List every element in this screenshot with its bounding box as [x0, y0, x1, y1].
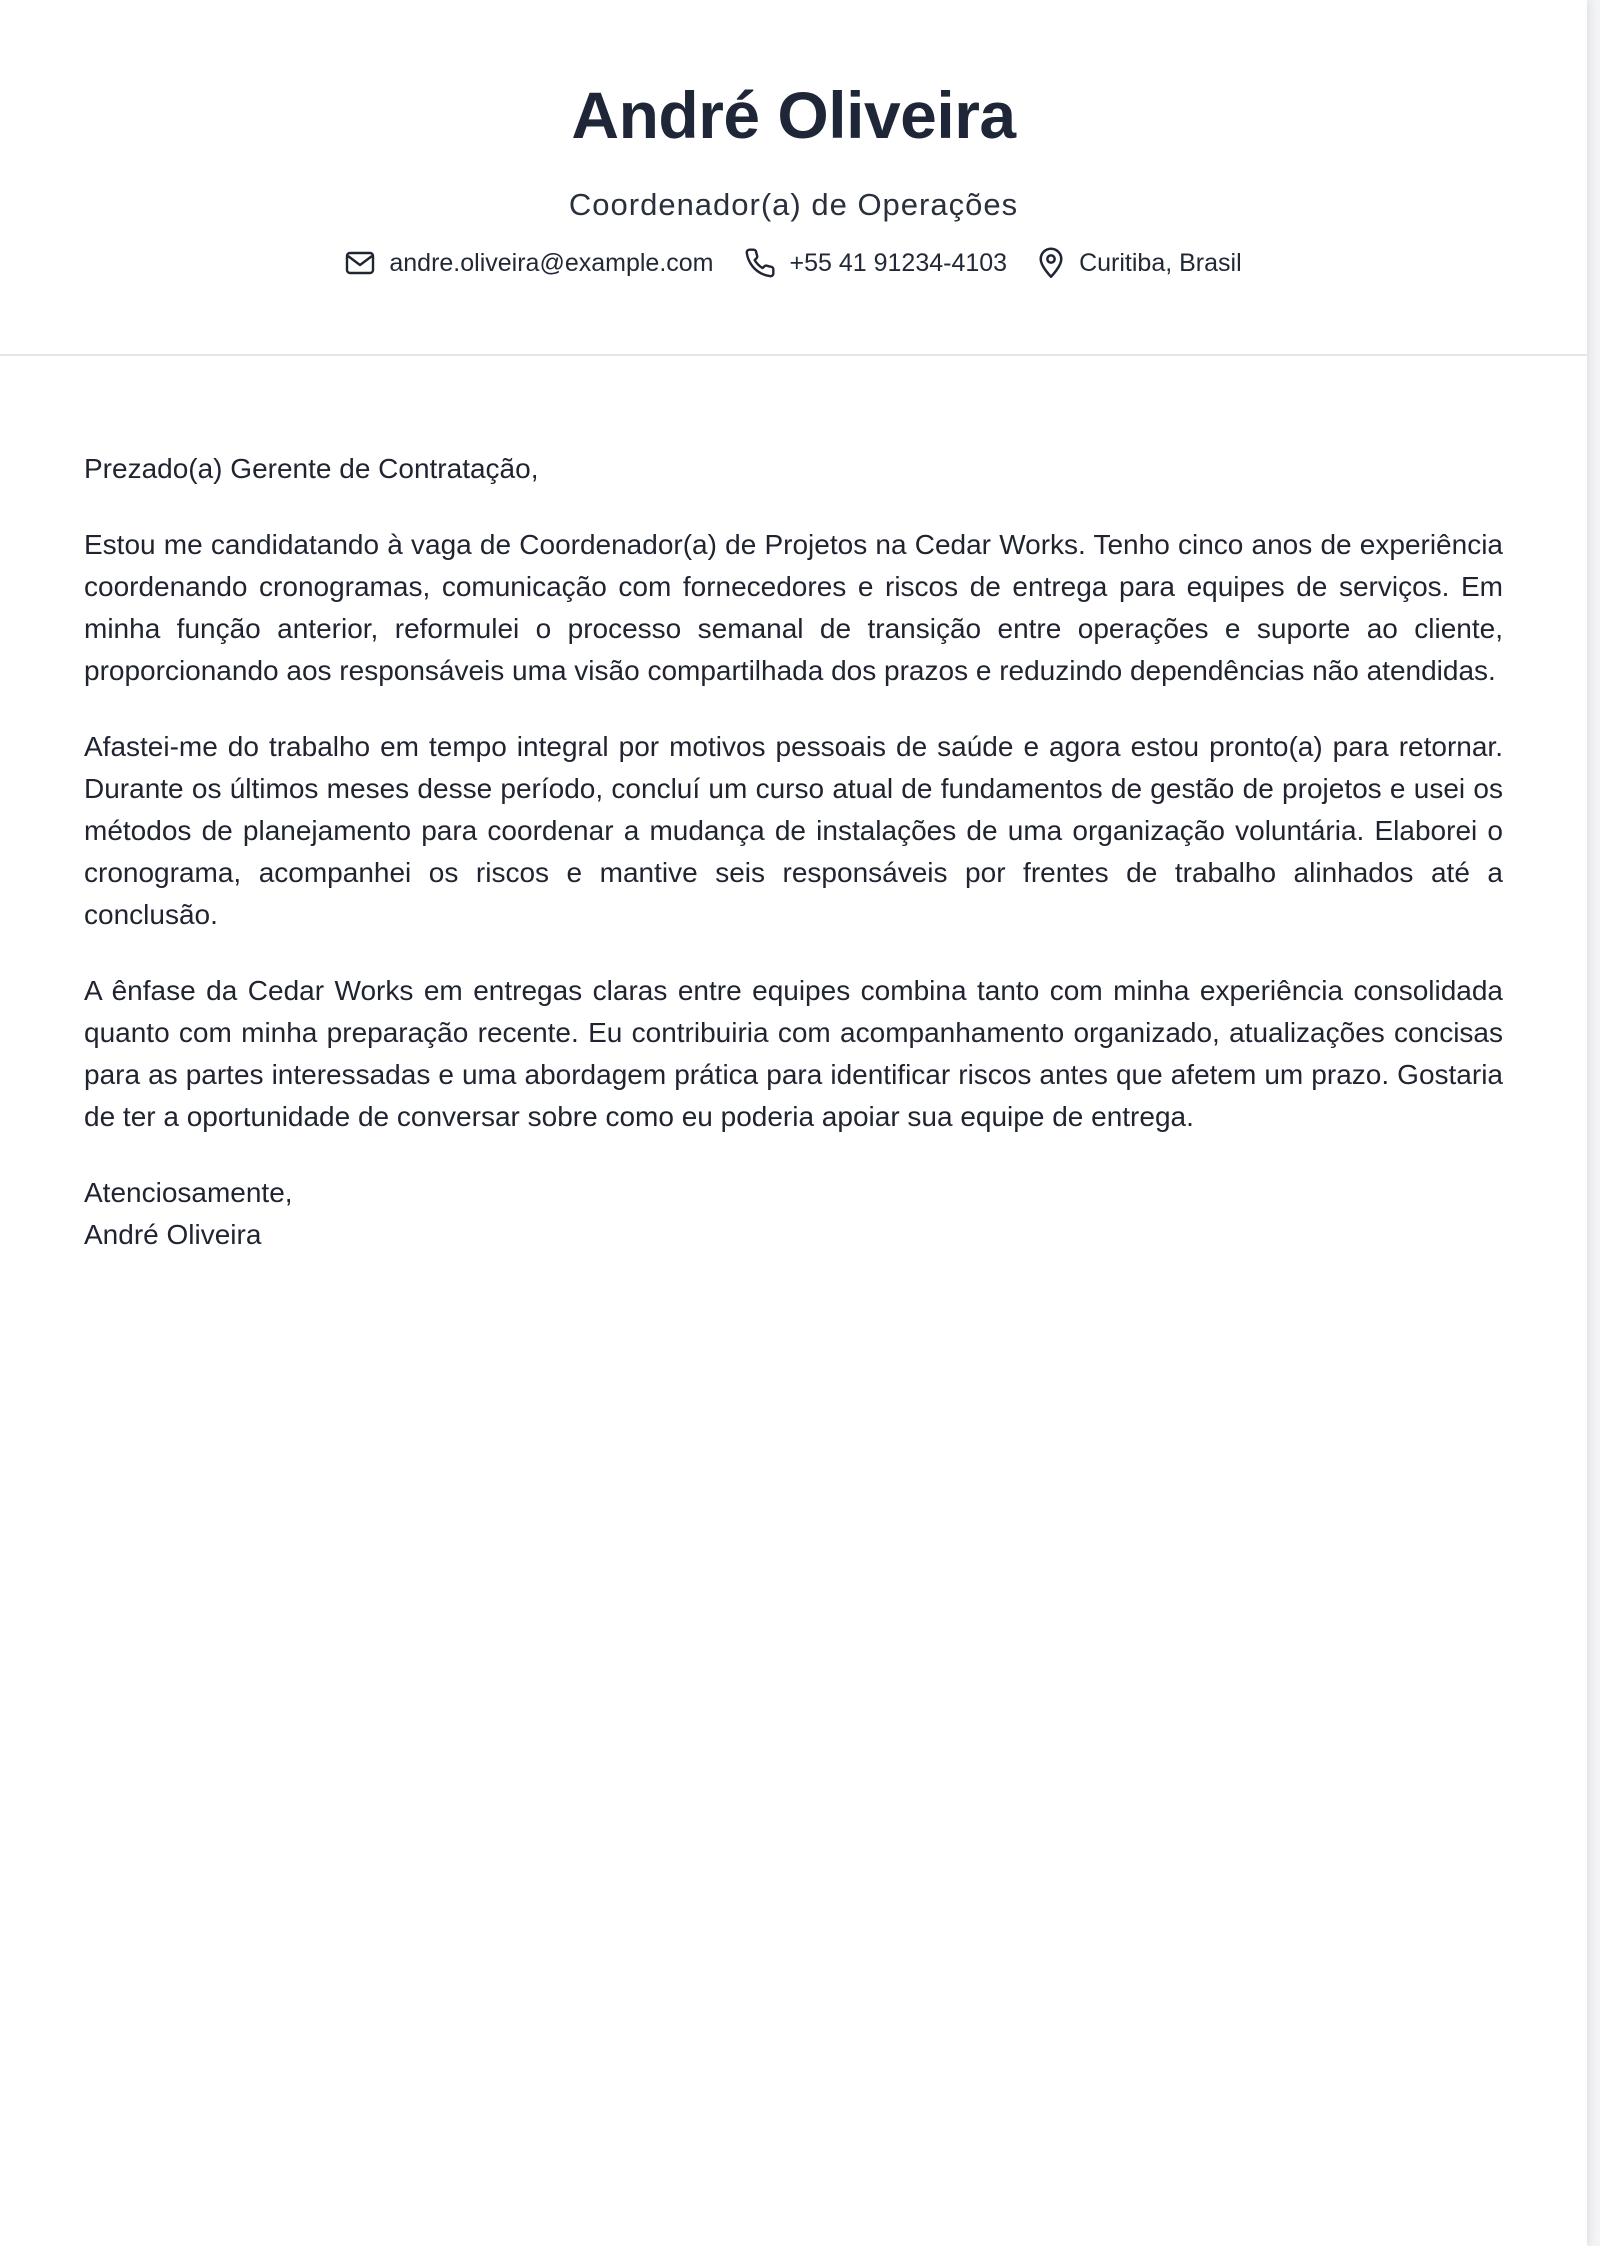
applicant-name: André Oliveira	[571, 78, 1016, 152]
contact-phone	[744, 247, 1008, 279]
letter-header	[0, 0, 1587, 356]
contact-email	[345, 249, 713, 278]
letter-greeting: Prezado(a) Gerente de Contratação,	[84, 453, 539, 484]
contact-info	[0, 247, 1587, 279]
letter-signature: André Oliveira	[84, 1219, 262, 1250]
phone-icon	[744, 247, 776, 279]
contact-location	[1037, 247, 1242, 279]
email-text[interactable]: andre.oliveira@example.com	[389, 248, 714, 277]
letter-signoff	[84, 1172, 1503, 1256]
mail-icon	[345, 250, 375, 276]
letter-closing: Atenciosamente,	[84, 1177, 293, 1208]
applicant-role: Coordenador(a) de Operações	[568, 187, 1019, 222]
letter-paragraph-1: Estou me candidatando à vaga de Coordenador(a) de Projetos na Cedar Works. Tenho cinco anos de experiência coordenando cronogramas, comunicação com fornecedores e riscos de entrega para equipes de serviços. Em minha função anterior, reformulei o processo semanal de transição entre operações e suporte ao cliente, proporcionando aos responsáveis uma visão compartilhada dos prazos e reduzindo dependências não atendidas.	[84, 529, 1503, 686]
phone-text[interactable]: +55 41 91234-4103	[789, 248, 1008, 277]
letter-paragraph-3: A ênfase da Cedar Works em entregas claras entre equipes combina tanto com minha experiência consolidada quanto com minha preparação recente. Eu contribuiria com acompanhamento organizado, atualizações concisas para as partes interessadas e uma abordagem prática para identificar riscos antes que afetem um prazo. Gostaria de ter a oportunidade de conversar sobre como eu poderia apoiar sua equipe de entrega.	[84, 975, 1503, 1132]
letter-body	[0, 356, 1587, 1256]
letter-paragraph-2: Afastei-me do trabalho em tempo integral por motivos pessoais de saúde e agora estou pronto(a) para retornar. Durante os últimos meses desse período, concluí um curso atual de fundamentos de gestão de projetos e usei os métodos de planejamento para coordenar a mudança de instalações de uma organização voluntária. Elaborei o cronograma, acompanhei os riscos e mantive seis responsáveis por frentes de trabalho alinhados até a conclusão.	[84, 731, 1503, 930]
location-pin-icon	[1037, 247, 1065, 279]
location-text: Curitiba, Brasil	[1079, 248, 1242, 277]
